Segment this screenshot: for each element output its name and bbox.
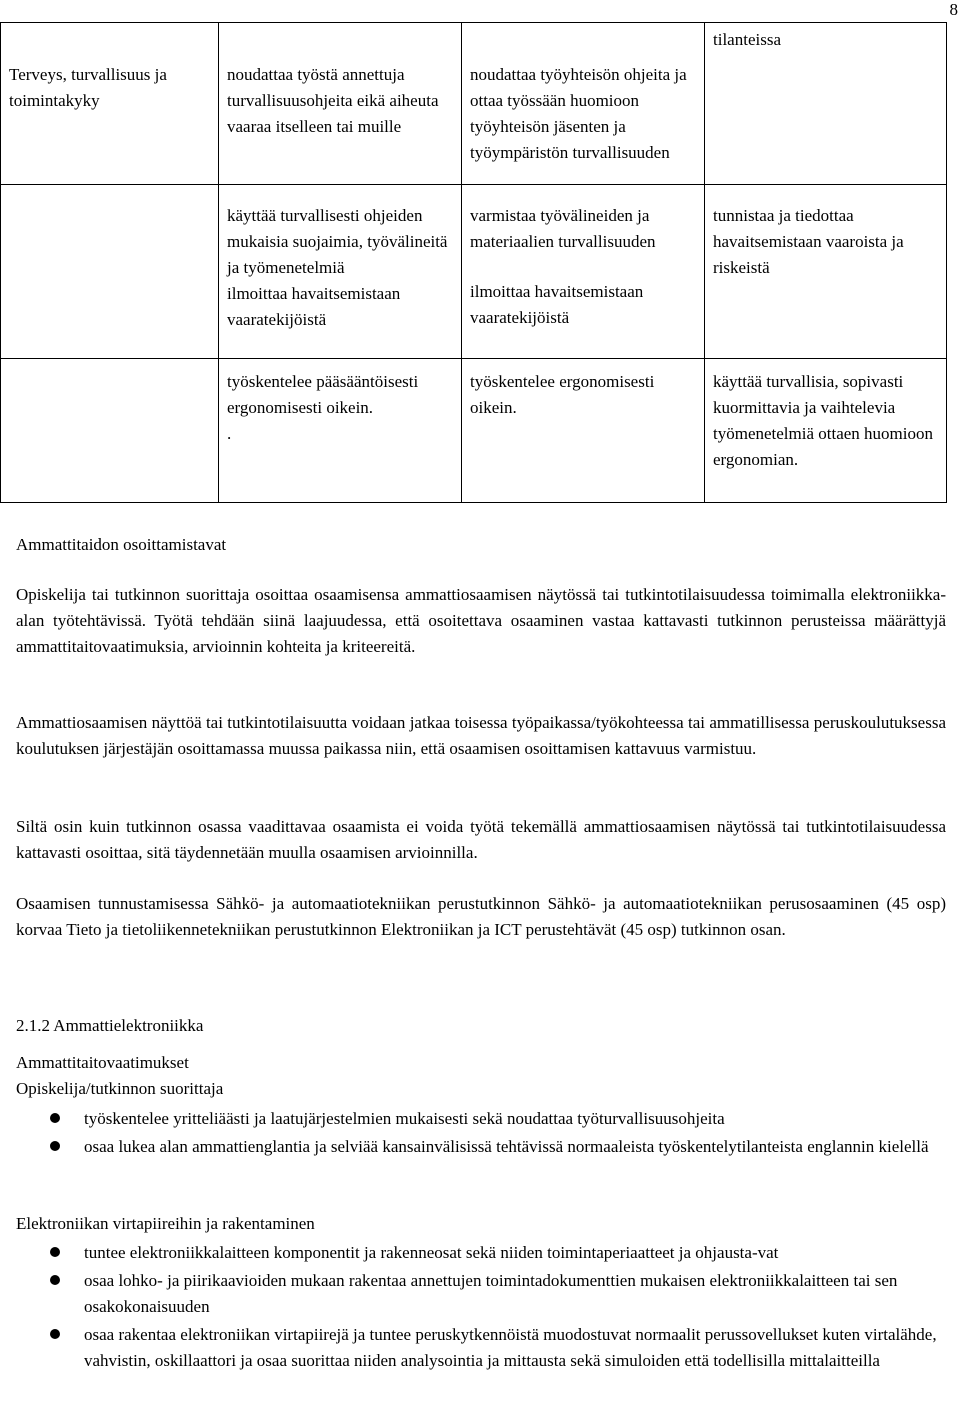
requirements-subject: Opiskelija/tutkinnon suorittaja — [16, 1079, 224, 1098]
bullet-icon — [50, 1275, 60, 1285]
table-row — [1, 23, 947, 185]
general-requirements-list — [16, 1106, 946, 1160]
bullet-icon — [50, 1329, 60, 1339]
cell-text: ilmoittaa havaitsemistaan vaaratekijöistä — [227, 284, 401, 329]
cell-text: varmistaa työvälineiden ja materiaalien turvallisuuden — [470, 206, 656, 251]
demonstration-paragraph: Siltä osin kuin tutkinnon osassa vaadittavaa osaamista ei voida työtä tekemällä ammattiosaamisen näytössä tai tutkintotilaisuudessa kattavasti osoittaa, sitä täydennetään muulla osaamisen arvioinnilla. — [16, 817, 946, 862]
table-cell-level1 — [219, 23, 462, 185]
table-cell-level3 — [705, 359, 947, 503]
cell-text: työskentelee ergonomisesti oikein. — [470, 372, 655, 417]
demonstration-paragraph: Ammattiosaamisen näyttöä tai tutkintotilaisuutta voidaan jatkaa toisessa työpaikassa/työkohteessa tai ammatillisessa peruskoulutuksessa koulutuksen järjestäjän osoittamassa muussa paikassa niin, että osaamisen osoittamisen kattavuus varmistuu. — [16, 713, 946, 758]
demonstration-paragraph: Osaamisen tunnustamisessa Sähkö- ja automaatiotekniikan perustutkinnon Sähkö- ja automaatiotekniikan perusosaaminen (45 osp) korvaa Tieto ja tietoliikennetekniikan perustutkinnon Elektroniikan ja ICT perustehtävät (45 osp) tutkinnon osan. — [16, 894, 946, 939]
cell-text: työskentelee pääsääntöisesti ergonomisesti oikein. — [227, 372, 419, 417]
cell-text: tunnistaa ja tiedottaa havaitsemistaan vaaroista ja riskeistä — [713, 206, 904, 277]
cell-text: . — [227, 424, 232, 443]
demonstration-heading: Ammattitaidon osoittamistavat — [16, 535, 227, 554]
section-heading: 2.1.2 Ammattielektroniikka — [16, 1016, 204, 1035]
list-item: tuntee elektroniikkalaitteen komponentit ja rakenneosat sekä niiden toimintaperiaatteet ja ohjausta-vat — [16, 1240, 946, 1266]
demonstration-paragraph: Opiskelija tai tutkinnon suorittaja osoittaa osaamisensa ammattiosaamisen näytössä tai tutkintotilaisuudessa toimimalla elektroniikka-alan työtehtävissä. Työtä tehdään siinä laajuudessa, että osoitettava osaaminen vastaa kattavasti tutkinnon perusteissa määrättyjä ammattitaitovaatimuksia, arvioinnin kohteita ja kriteereitä. — [16, 585, 946, 656]
list-item: osaa lukea alan ammattienglantia ja selviää kansainvälisissä tehtävissä normaaleista työskentelytilanteista englannin kielellä — [16, 1134, 946, 1160]
table-cell-level2 — [462, 185, 705, 359]
table-cell-level1 — [219, 185, 462, 359]
table-row — [1, 185, 947, 359]
bullet-icon — [50, 1247, 60, 1257]
bullet-icon — [50, 1113, 60, 1123]
table-cell-level1 — [219, 359, 462, 503]
competence-table — [0, 22, 947, 503]
table-cell-level2 — [462, 359, 705, 503]
cell-text: Terveys, turvallisuus ja toimintakyky — [9, 65, 167, 110]
circuits-title: Elektroniikan virtapiireihin ja rakentaminen — [16, 1214, 315, 1233]
table-cell-level3 — [705, 185, 947, 359]
table-cell-topic — [1, 185, 219, 359]
table-cell-level2 — [462, 23, 705, 185]
cell-text: käyttää turvallisia, sopivasti kuormittavia ja vaihtelevia työmenetelmiä ottaen huomioon ergonomian. — [713, 372, 934, 469]
cell-text: käyttää turvallisesti ohjeiden mukaisia suojaimia, työvälineitä ja työmenetelmiä — [227, 206, 448, 277]
table-cell-topic — [1, 359, 219, 503]
list-item: osaa rakentaa elektroniikan virtapiirejä ja tuntee peruskytkennöistä muodostuvat normaalit perussovellukset kuten virtalähde, vahvistin, oskillaattori ja osaa suorittaa niiden analysointia ja mittausta sekä simuloiden että todellisilla mittalaitteilla — [16, 1322, 946, 1374]
bullet-icon — [50, 1141, 60, 1151]
table-cell-level3 — [705, 23, 947, 185]
cell-text: ilmoittaa havaitsemistaan vaaratekijöistä — [470, 282, 644, 327]
page-number: 8 — [949, 0, 958, 19]
cell-text: noudattaa työyhteisön ohjeita ja ottaa työssään huomioon työyhteisön jäsenten ja työympäristön turvallisuuden — [470, 65, 687, 162]
cell-text: tilanteissa — [713, 30, 781, 49]
table-cell-topic — [1, 23, 219, 185]
circuits-requirements-list — [16, 1240, 946, 1374]
list-item: osaa lohko- ja piirikaavioiden mukaan rakentaa annettujen toimintadokumenttien mukaisen elektroniikkalaitteen tai sen osakokonaisuuden — [16, 1268, 946, 1320]
list-item: työskentelee yritteliäästi ja laatujärjestelmien mukaisesti sekä noudattaa työturvallisuusohjeita — [16, 1106, 946, 1132]
requirements-title: Ammattitaitovaatimukset — [16, 1053, 189, 1072]
cell-text: noudattaa työstä annettuja turvallisuusohjeita eikä aiheuta vaaraa itselleen tai muille — [227, 65, 439, 136]
table-row — [1, 359, 947, 503]
